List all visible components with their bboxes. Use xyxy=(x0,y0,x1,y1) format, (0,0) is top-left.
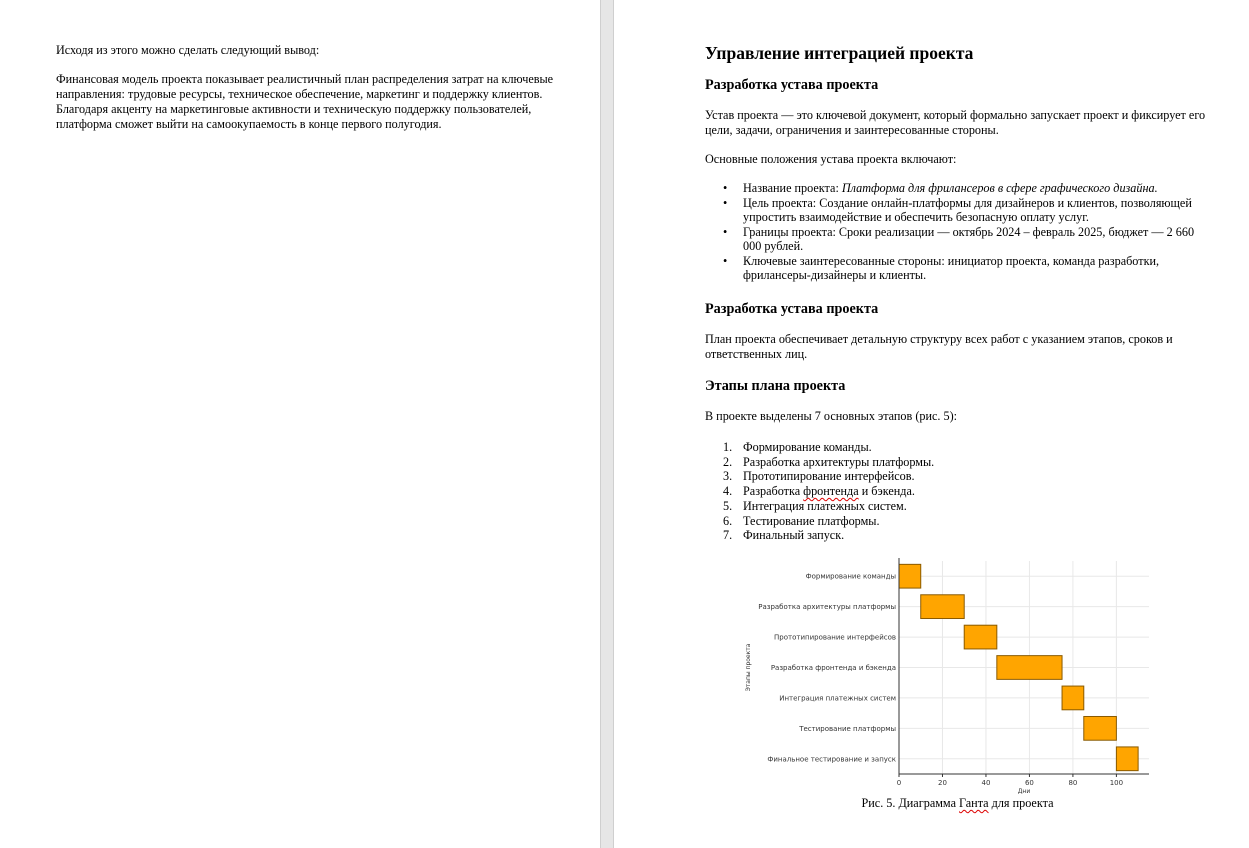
x-tick-label: 0 xyxy=(896,779,902,787)
bullet-project-name xyxy=(705,181,1210,196)
stage-number: 6. xyxy=(723,513,733,528)
stage-text: Интеграция платежных систем. xyxy=(743,498,907,513)
bullet-stakeholders: • Ключевые заинтересованные стороны: инициатор проекта, команда разработки, фрилансеры-дизайнеры и клиенты. xyxy=(705,254,1210,283)
task-label: Тестирование платформы xyxy=(799,724,896,733)
section-heading-charter: Разработка устава проекта xyxy=(705,77,879,93)
figure-caption xyxy=(705,796,1210,811)
x-tick-label: 20 xyxy=(938,779,947,787)
gantt-bar xyxy=(1116,747,1138,771)
gantt-bar xyxy=(997,656,1062,680)
bullet-project-bounds: • Границы проекта: Сроки реализации — октябрь 2024 – февраль 2025, бюджет — 2 660 000 рублей. xyxy=(705,225,1210,254)
section-heading-charter-2: Разработка устава проекта xyxy=(705,301,879,317)
caption-text-start: Рис. 5. Диаграмма xyxy=(861,796,960,810)
caption-text-end: для проекта xyxy=(988,796,1054,810)
stage-number: 4. xyxy=(723,484,733,499)
x-tick-label: 100 xyxy=(1109,779,1124,787)
stage-number: 1. xyxy=(723,440,733,454)
plan-paragraph: План проекта обеспечивает детальную структуру всех работ с указанием этапов, сроков и ответственных лиц. xyxy=(705,332,1173,361)
stage-text: Финальный запуск. xyxy=(743,528,845,543)
task-label: Разработка архитектуры платформы xyxy=(758,603,896,612)
gantt-bar xyxy=(1062,686,1084,710)
gantt-bar xyxy=(921,595,964,619)
stage-item xyxy=(705,440,1210,455)
charter-paragraph: Устав проекта — это ключевой документ, который формально запускает проект и фиксирует его цели, задачи, ограничения и заинтересованные стороны. xyxy=(705,108,1206,137)
x-tick-label: 80 xyxy=(1068,779,1078,787)
stage-number: 2. xyxy=(723,454,733,469)
gantt-chart xyxy=(744,555,1154,795)
stage-item xyxy=(705,528,1210,543)
caption-spellcheck-word: Ганта xyxy=(959,796,989,810)
document-page-left xyxy=(0,0,600,848)
conclusion-body-text: Финансовая модель проекта показывает реалистичный план распределения затрат на ключевые направления: трудовые ресурсы, техническое обеспечение, маркетинг и поддержку клиентов. Благодаря акценту на маркетинговые активности и техническую поддержку пользователей, платформа сможет выйти на самоокупаемость в конце первого полугодия. xyxy=(56,72,554,131)
stage-text: Разработка архитектуры платформы. xyxy=(743,454,935,469)
stage-number: 3. xyxy=(723,469,733,484)
stage-text: Тестирование платформы. xyxy=(743,513,880,528)
provisions-paragraph: Основные положения устава проекта включают: xyxy=(705,152,957,166)
task-label: Разработка фронтенда и бэкенда xyxy=(770,664,896,672)
conclusion-intro-text: Исходя из этого можно сделать следующий вывод: xyxy=(56,43,320,57)
stage-item xyxy=(705,455,1210,470)
stage-number: 7. xyxy=(723,528,733,543)
stage-item xyxy=(705,514,1210,529)
gantt-bar xyxy=(1084,716,1117,740)
stage-spellcheck-word: фронтенда xyxy=(803,484,859,499)
bullet-project-name-value: Платформа для фрилансеров в сфере графического дизайна. xyxy=(841,181,1158,195)
stages-list xyxy=(705,440,1210,543)
stage-text: Разработка xyxy=(743,484,804,499)
bullet-project-goal: • Цель проекта: Создание онлайн-платформы для дизайнеров и клиентов, позволяющей упростить взаимодействие и обеспечить безопасную оплату услуг. xyxy=(705,196,1210,225)
stage-item xyxy=(705,469,1210,484)
stage-text-end: и бэкенда. xyxy=(858,484,915,499)
x-tick-label: 40 xyxy=(981,779,991,787)
task-label: Формирование команды xyxy=(805,572,896,581)
task-label: Финальное тестирование и запуск xyxy=(767,755,896,764)
document-page-right xyxy=(614,0,1249,848)
gantt-bar xyxy=(899,564,921,588)
page-title: Управление интеграцией проекта xyxy=(705,43,974,63)
task-label: Интеграция платежных систем xyxy=(779,694,896,703)
stage-text: Прототипирование интерфейсов. xyxy=(743,469,915,484)
stage-text: Формирование команды. xyxy=(743,440,872,454)
stage-number: 5. xyxy=(723,498,733,513)
stage-item xyxy=(705,499,1210,514)
charter-bullet-list xyxy=(705,181,1210,283)
stage-item xyxy=(705,484,1210,499)
x-tick-label: 60 xyxy=(1024,779,1034,787)
task-label: Прототипирование интерфейсов xyxy=(774,633,896,642)
stages-intro-paragraph: В проекте выделены 7 основных этапов (рис. 5): xyxy=(705,409,958,423)
bullet-project-name-label: Название проекта: xyxy=(743,181,842,195)
section-heading-stages: Этапы плана проекта xyxy=(705,378,846,394)
page-gutter xyxy=(600,0,614,848)
y-axis-label: Этапы проекта xyxy=(745,643,752,692)
gantt-bar xyxy=(964,625,997,649)
x-axis-label: Дни xyxy=(1017,788,1031,795)
